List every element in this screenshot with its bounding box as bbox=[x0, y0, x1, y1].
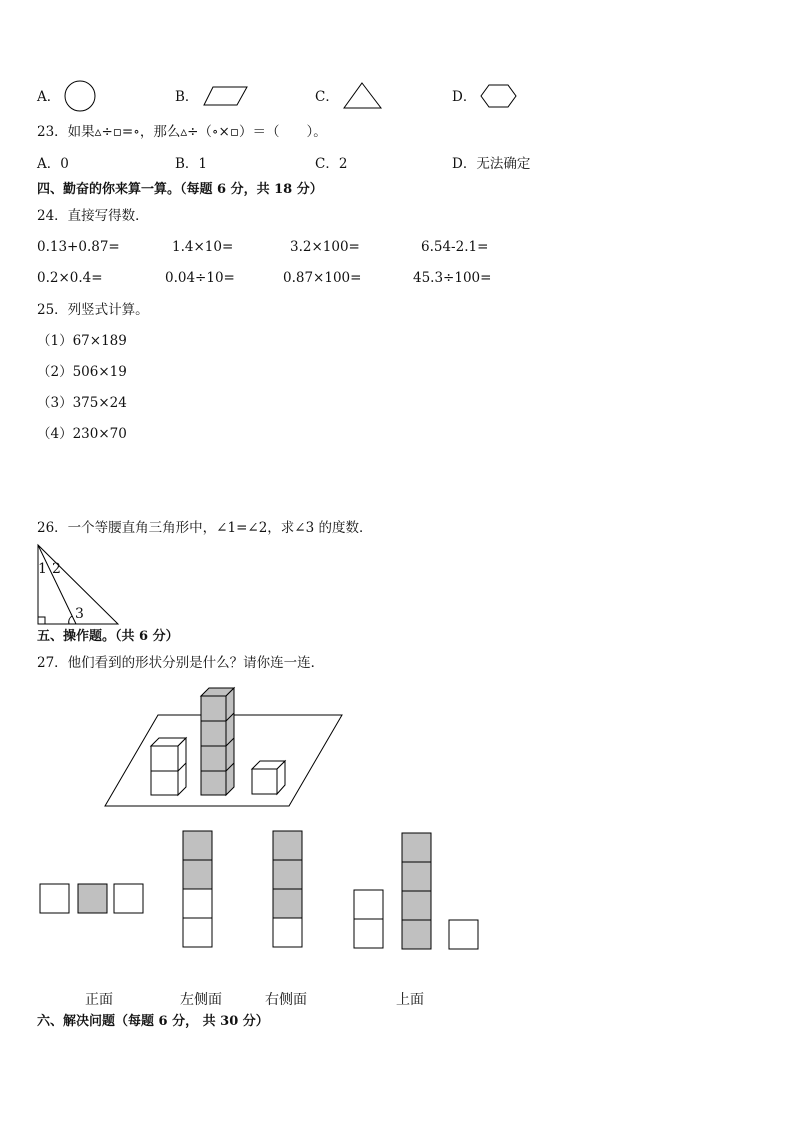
angle-1-label: 1 bbox=[38, 561, 47, 577]
q23-question: 23．如果▵÷▫=∘，那么▵÷（∘×▫）＝（ ）。 bbox=[37, 124, 327, 140]
view-label-front: 正面 bbox=[85, 992, 113, 1008]
q23-option-a: A．0 bbox=[37, 156, 69, 172]
q24-item: 0.04÷10= bbox=[165, 270, 235, 286]
section4-heading: 四、勤奋的你来算一算。（每题 6 分，共 18 分） bbox=[37, 182, 323, 197]
q25-item: （4）230×70 bbox=[37, 426, 127, 442]
q27-cube-scene bbox=[100, 684, 350, 814]
q22-option-d-letter: D． bbox=[452, 89, 477, 105]
q24-item: 0.87×100= bbox=[283, 270, 362, 286]
q24-item: 0.2×0.4= bbox=[37, 270, 103, 286]
q24-item: 45.3÷100= bbox=[413, 270, 492, 286]
angle-2-label: 2 bbox=[52, 561, 61, 577]
parallelogram-shape bbox=[203, 86, 249, 108]
q26-question: 26．一个等腰直角三角形中，∠1=∠2，求∠3 的度数． bbox=[37, 520, 373, 536]
circle-shape bbox=[64, 80, 98, 114]
q22-option-b-letter: B． bbox=[175, 89, 199, 105]
angle-3-label: 3 bbox=[75, 606, 84, 622]
q25-item: （2）506×19 bbox=[37, 364, 127, 380]
view-label-left-side: 左侧面 bbox=[180, 992, 222, 1008]
q22-option-a-letter: A． bbox=[37, 89, 61, 105]
q23-option-d: D．无法确定 bbox=[452, 156, 531, 172]
q24-item: 6.54-2.1= bbox=[421, 239, 489, 255]
q23-option-c: C．2 bbox=[315, 156, 348, 172]
q24-item: 1.4×10= bbox=[172, 239, 234, 255]
q27-view-options bbox=[38, 828, 488, 953]
section5-heading: 五、操作题。（共 6 分） bbox=[37, 629, 179, 644]
q24-item: 3.2×100= bbox=[290, 239, 360, 255]
q25-question: 25．列竖式计算。 bbox=[37, 302, 149, 318]
triangle-shape bbox=[343, 82, 383, 110]
q27-question: 27．他们看到的形状分别是什么？请你连一连． bbox=[37, 655, 325, 671]
q24-question: 24．直接写得数． bbox=[37, 208, 149, 224]
q25-item: （3）375×24 bbox=[37, 395, 127, 411]
q22-option-c-letter: C． bbox=[315, 89, 339, 105]
view-label-right-side: 右侧面 bbox=[265, 992, 307, 1008]
hexagon-shape bbox=[480, 84, 518, 110]
q25-item: （1）67×189 bbox=[37, 333, 127, 349]
section6-heading: 六、解决问题（每题 6 分， 共 30 分） bbox=[37, 1014, 269, 1029]
q24-item: 0.13+0.87= bbox=[37, 239, 120, 255]
q23-option-b: B．1 bbox=[175, 156, 208, 172]
view-label-top: 上面 bbox=[396, 992, 424, 1008]
